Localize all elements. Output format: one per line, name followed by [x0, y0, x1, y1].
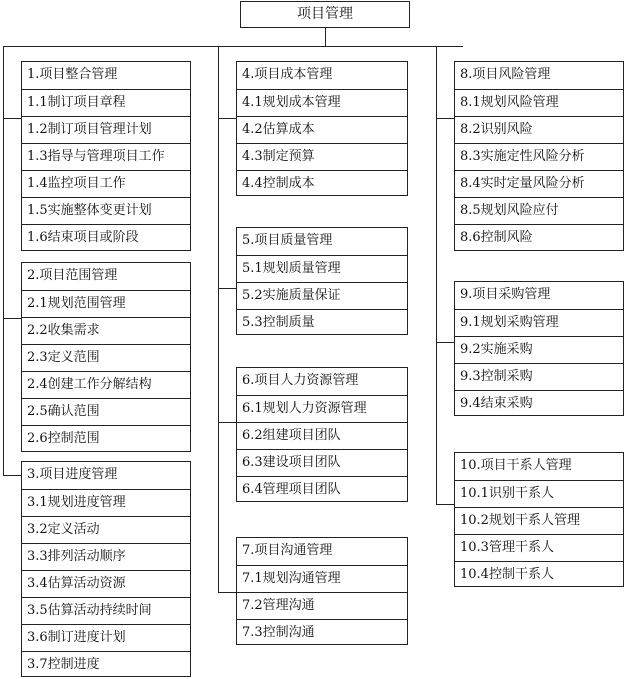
group-title: 4.项目成本管理	[242, 67, 333, 82]
group-item: 10.1识别干系人	[455, 480, 623, 507]
group-item: 5.1规划质量管理	[237, 255, 407, 282]
group-item: 8.4实时定量风险分析	[455, 170, 623, 197]
group-item: 6.3建设项目团队	[237, 449, 407, 476]
group-cost	[236, 61, 408, 196]
group-item: 8.5规划风险应付	[455, 197, 623, 224]
group-quality	[236, 227, 408, 335]
group-item: 2.3定义范围	[22, 344, 190, 371]
group-title: 10.项目干系人管理	[460, 458, 572, 473]
middle-spine-line	[218, 46, 219, 593]
group-hr	[236, 367, 408, 502]
group-item: 1.6结束项目或阶段	[22, 224, 190, 251]
group-scope	[21, 262, 191, 452]
group-item: 7.2管理沟通	[237, 592, 407, 619]
group-item: 6.4管理项目团队	[237, 476, 407, 503]
group-item: 3.5估算活动持续时间	[22, 597, 190, 624]
right-tick-risk	[436, 118, 454, 119]
group-item: 3.3排列活动顺序	[22, 543, 190, 570]
group-item: 9.1规划采购管理	[455, 309, 623, 336]
group-item: 6.2组建项目团队	[237, 422, 407, 449]
branch-bus-line	[3, 46, 463, 47]
left-tick-schedule	[3, 475, 21, 476]
group-item: 5.3控制质量	[237, 309, 407, 336]
group-title: 3.项目进度管理	[27, 467, 118, 482]
right-tick-stakeholder	[436, 504, 454, 505]
group-schedule	[21, 461, 191, 677]
group-item: 10.2规划干系人管理	[455, 507, 623, 534]
group-item: 1.5实施整体变更计划	[22, 197, 190, 224]
group-item: 1.4监控项目工作	[22, 170, 190, 197]
root-node: 项目管理	[240, 1, 410, 28]
group-integration	[21, 61, 191, 251]
group-item: 8.6控制风险	[455, 224, 623, 251]
group-item: 8.1规划风险管理	[455, 89, 623, 116]
left-tick-scope	[3, 318, 21, 319]
group-item: 2.2收集需求	[22, 317, 190, 344]
group-item: 3.6制订进度计划	[22, 624, 190, 651]
group-title: 8.项目风险管理	[460, 67, 551, 82]
left-tick-integration	[3, 118, 21, 119]
right-tick-procurement	[436, 342, 454, 343]
group-title: 6.项目人力资源管理	[242, 373, 359, 388]
group-title: 7.项目沟通管理	[242, 543, 333, 558]
group-procurement	[454, 281, 624, 416]
group-item: 2.6控制范围	[22, 425, 190, 452]
group-item: 9.3控制采购	[455, 363, 623, 390]
group-item: 7.1规划沟通管理	[237, 565, 407, 592]
group-item: 8.2识别风险	[455, 116, 623, 143]
group-title: 5.项目质量管理	[242, 233, 333, 248]
middle-tick-quality	[218, 288, 236, 289]
group-item: 4.4控制成本	[237, 170, 407, 197]
group-item: 4.1规划成本管理	[237, 89, 407, 116]
group-item: 1.2制订项目管理计划	[22, 116, 190, 143]
middle-tick-cost	[218, 118, 236, 119]
group-item: 4.2估算成本	[237, 116, 407, 143]
group-item: 1.1制订项目章程	[22, 89, 190, 116]
group-item: 6.1规划人力资源管理	[237, 395, 407, 422]
group-item: 9.4结束采购	[455, 390, 623, 417]
group-item: 5.2实施质量保证	[237, 282, 407, 309]
group-item: 10.3管理干系人	[455, 534, 623, 561]
group-item: 2.1规划范围管理	[22, 290, 190, 317]
group-item: 7.3控制沟通	[237, 619, 407, 646]
group-item: 10.4控制干系人	[455, 561, 623, 588]
group-comms	[236, 537, 408, 645]
root-stem-line	[325, 28, 326, 46]
group-item: 3.4估算活动资源	[22, 570, 190, 597]
group-item: 3.7控制进度	[22, 651, 190, 678]
group-item: 1.3指导与管理项目工作	[22, 143, 190, 170]
right-spine-line	[436, 46, 437, 505]
group-title: 2.项目范围管理	[27, 268, 118, 283]
group-item: 3.1规划进度管理	[22, 489, 190, 516]
group-item: 4.3制定预算	[237, 143, 407, 170]
group-item: 3.2定义活动	[22, 516, 190, 543]
middle-tick-comms	[218, 592, 236, 593]
left-spine-line	[3, 46, 4, 476]
group-item: 2.5确认范围	[22, 398, 190, 425]
group-title: 1.项目整合管理	[27, 67, 118, 82]
group-item: 2.4创建工作分解结构	[22, 371, 190, 398]
middle-tick-hr	[218, 422, 236, 423]
group-item: 8.3实施定性风险分析	[455, 143, 623, 170]
group-stakeholder	[454, 452, 624, 587]
group-risk	[454, 61, 624, 251]
group-item: 9.2实施采购	[455, 336, 623, 363]
group-title: 9.项目采购管理	[460, 287, 551, 302]
